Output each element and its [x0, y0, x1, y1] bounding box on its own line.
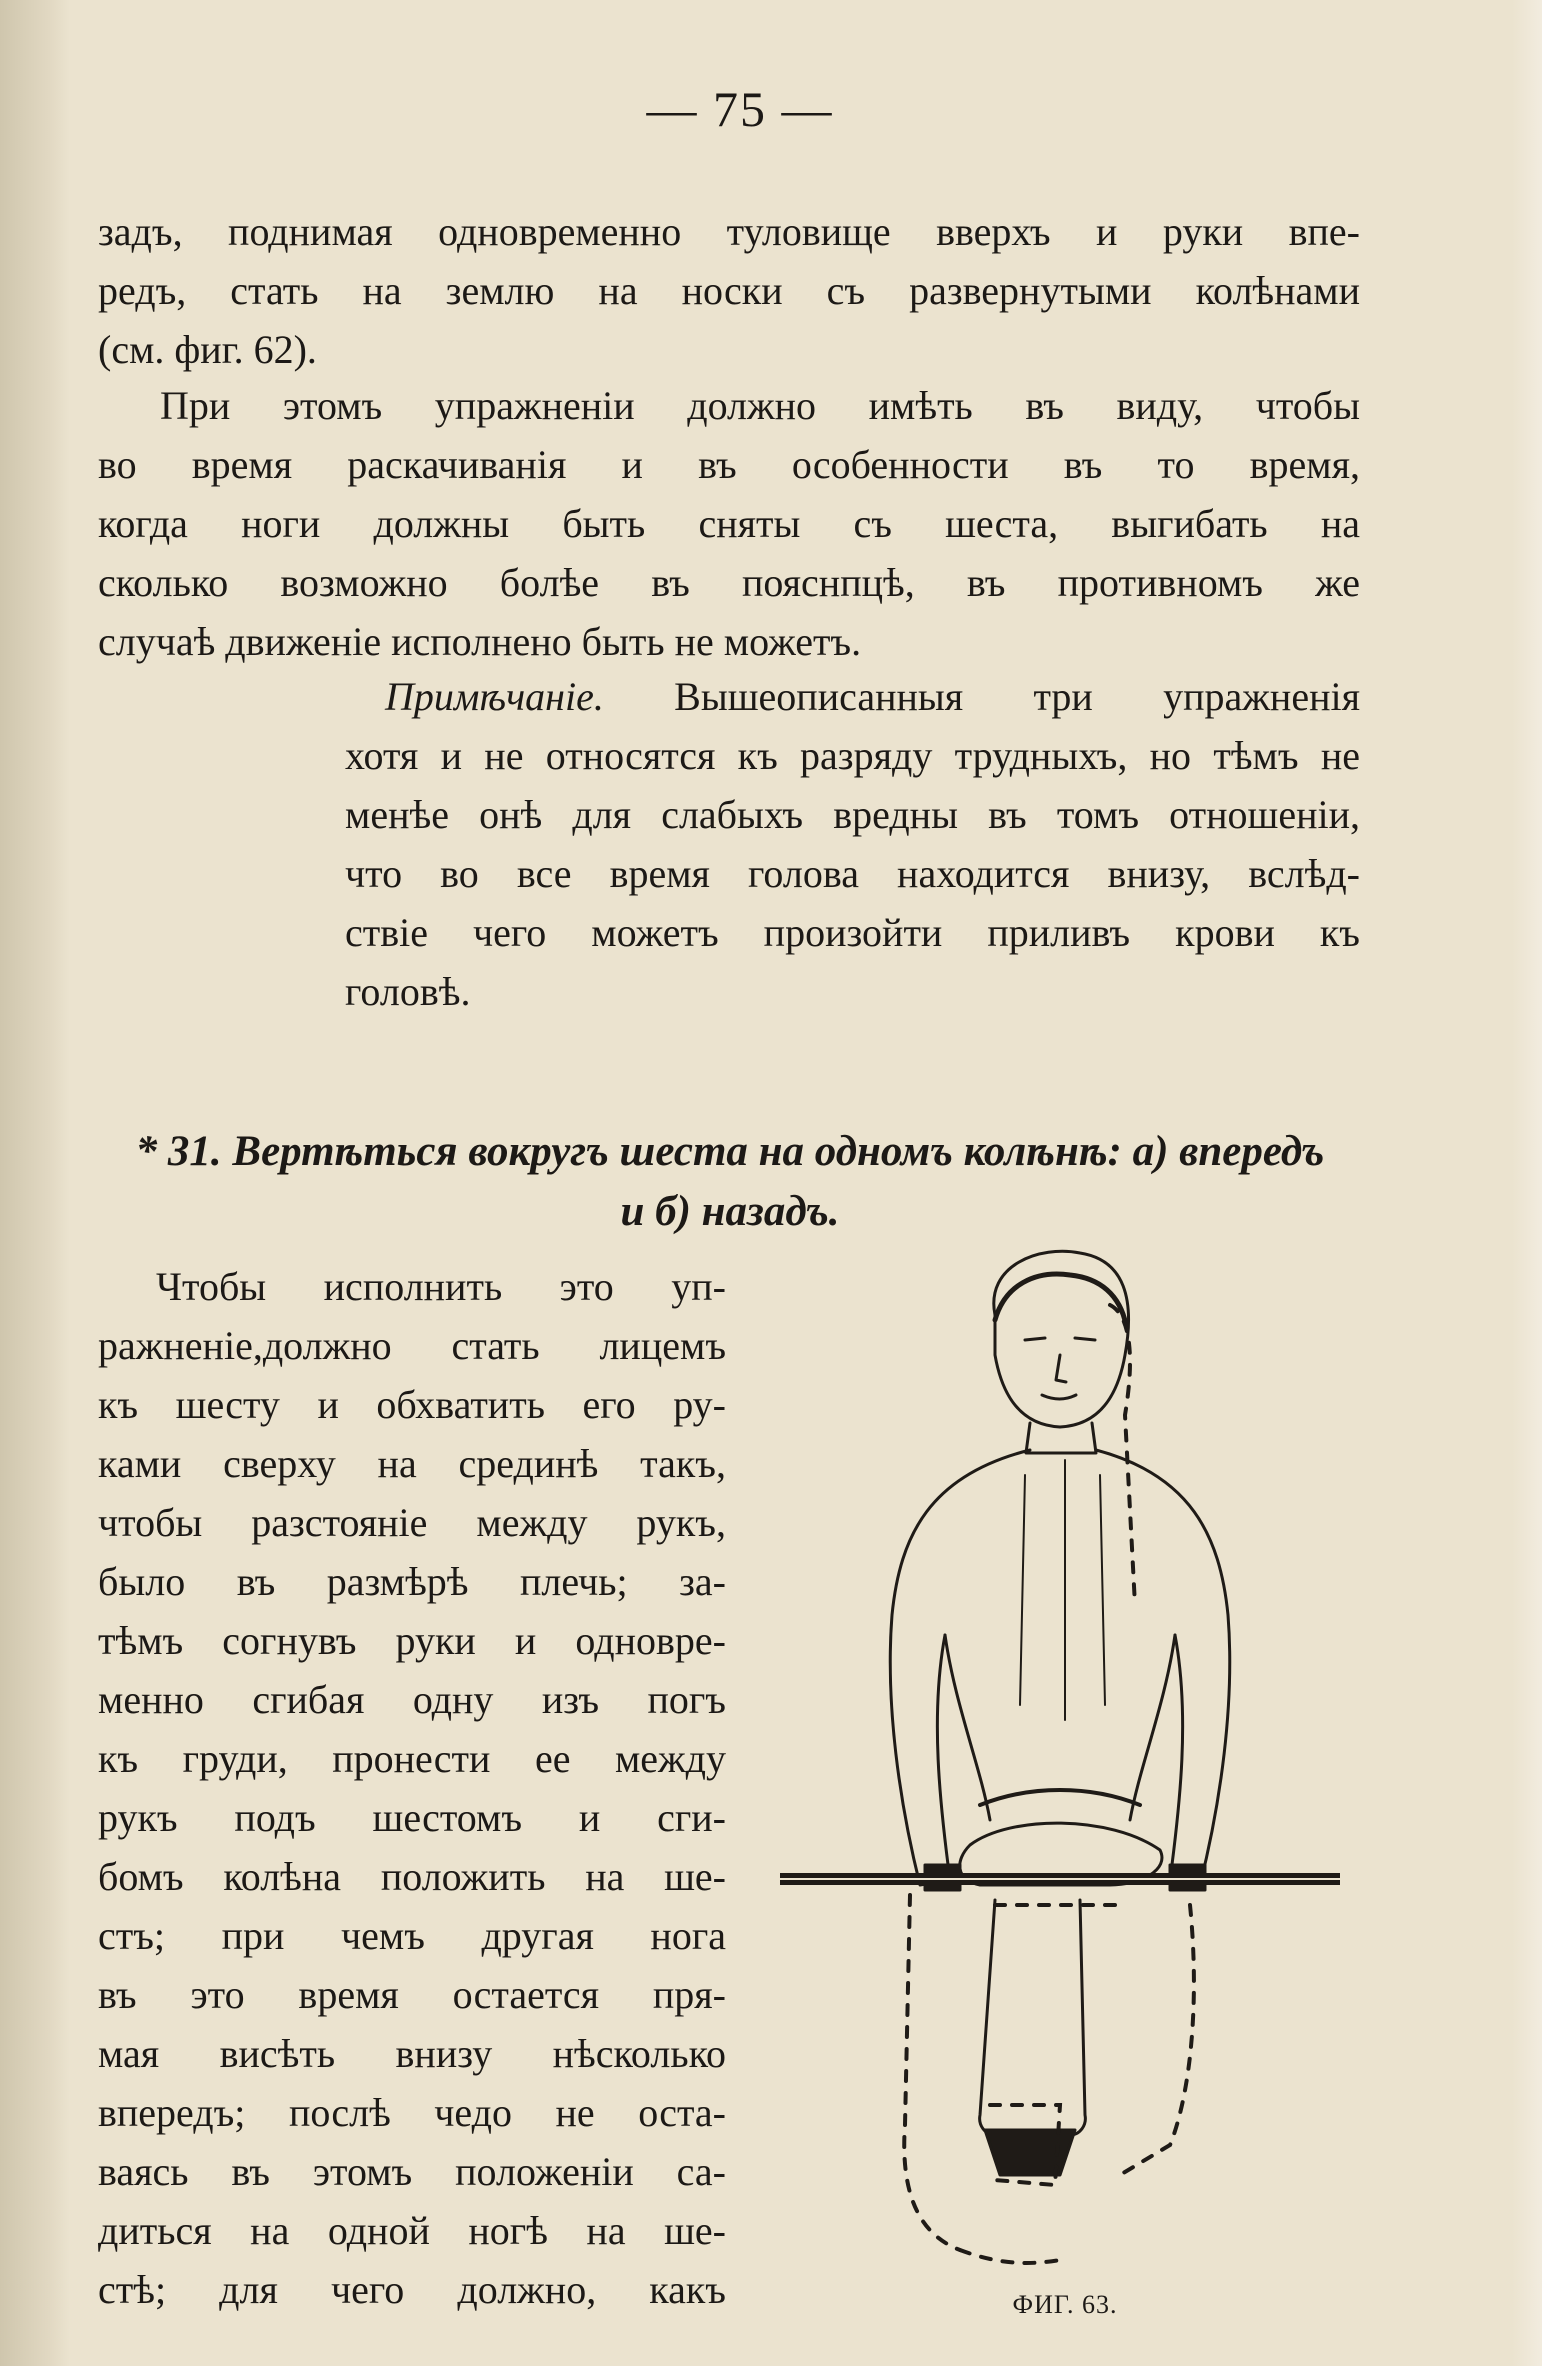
- heading-line: и б) назадъ.: [620, 1188, 840, 1235]
- motion-path-right: [1120, 1905, 1194, 2175]
- text-line: во время раскачиванія и въ особенности въ то время,: [98, 442, 1360, 487]
- text-line: ками сверху на срединѣ такъ,: [98, 1441, 726, 1486]
- text-line: стъ; при чемъ другая нога: [98, 1913, 726, 1958]
- text-line: менно сгибая одну изъ погъ: [98, 1677, 726, 1722]
- page-edge: [1512, 0, 1542, 2366]
- text-line: было въ размѣрѣ плечь; за-: [98, 1559, 726, 1604]
- figure-shoe: [985, 2130, 1075, 2175]
- figure-shirt-lines: [1020, 1460, 1105, 1720]
- text-line: когда ноги должны быть сняты съ шеста, выгибать на: [98, 501, 1360, 546]
- text-line: головѣ.: [345, 969, 471, 1014]
- text-line: бомъ колѣна положить на ше-: [98, 1854, 726, 1899]
- figure-head: [994, 1251, 1129, 1427]
- text-line: тѣмъ согнувъ руки и одновре-: [98, 1618, 726, 1663]
- page-number: — 75 —: [646, 81, 834, 137]
- text-line: впередъ; послѣ чедо не оста-: [98, 2090, 726, 2135]
- text-line: При этомъ упражненіи должно имѣть въ виду, чтобы: [160, 383, 1360, 428]
- text-line: редъ, стать на землю на носки съ развернутыми колѣнами: [98, 268, 1360, 313]
- text-line: задъ, поднимая одновременно туловище вверхъ и руки впе-: [98, 209, 1360, 254]
- note-block: [345, 667, 1360, 1021]
- text-line: ствіе чего можетъ произойти приливъ крови къ: [345, 910, 1360, 955]
- note-label: Примѣчаніе.: [385, 674, 604, 719]
- text-line: хотя и не относятся къ разряду трудныхъ, но тѣмъ не: [345, 733, 1360, 778]
- text-line: случаѣ движеніе исполнено быть не можетъ.: [98, 619, 862, 664]
- text-line: къ шесту и обхватить его ру-: [98, 1382, 726, 1427]
- text-line: [345, 667, 1360, 726]
- heading-line: * 31. Вертѣться вокругъ шеста на одномъ колѣнѣ: а) впередъ: [135, 1128, 1325, 1175]
- text-line: менѣе онѣ для слабыхъ вредны въ томъ отношеніи,: [345, 792, 1360, 837]
- note-text: Вышеописанныя три упражненія: [674, 674, 1360, 719]
- text-line: ваясь въ этомъ положеніи са-: [98, 2149, 726, 2194]
- text-line: въ это время остается пря-: [98, 1972, 726, 2017]
- text-line: ражненіе,должно стать лицемъ: [98, 1323, 726, 1368]
- text-line: (см. фиг. 62).: [98, 327, 317, 372]
- figure-caption: ФИГ. 63.: [1012, 2290, 1118, 2319]
- figure-illustration: [780, 1245, 1340, 2275]
- text-line: къ груди, пронести ее между: [98, 1736, 726, 1781]
- text-line: мая висѣть внизу нѣсколько: [98, 2031, 726, 2076]
- page-gutter-shadow: [0, 0, 70, 2366]
- figure-hanging-leg: [980, 1900, 1086, 2135]
- figure-torso: [945, 1635, 1175, 1820]
- exercise-description: [98, 1257, 726, 2319]
- text-line: что во все время голова находится внизу, вслѣд-: [345, 851, 1360, 896]
- text-line: чтобы разстояніе между рукъ,: [98, 1500, 726, 1545]
- text-line: стѣ; для чего должно, какъ: [98, 2267, 726, 2312]
- figure-belt: [980, 1790, 1140, 1805]
- figure-right-arm: [1096, 1450, 1230, 1885]
- paragraph-remark: [98, 376, 1360, 671]
- text-line: Чтобы исполнить это уп-: [156, 1264, 726, 1309]
- figure-hair: [995, 1274, 1126, 1325]
- motion-path-left: [904, 1895, 960, 2250]
- text-line: диться на одной ногѣ на ше-: [98, 2208, 726, 2253]
- figure-left-arm: [890, 1450, 1030, 1885]
- text-line: сколько возможно болѣе въ пояснпцѣ, въ противномъ же: [98, 560, 1360, 605]
- motion-path-bottom: [960, 2250, 1060, 2263]
- text-line: рукъ подъ шестомъ и сги-: [98, 1795, 726, 1840]
- paragraph-continued: [98, 202, 1360, 379]
- figure-face: [1025, 1338, 1095, 1399]
- section-heading: [95, 1122, 1365, 1242]
